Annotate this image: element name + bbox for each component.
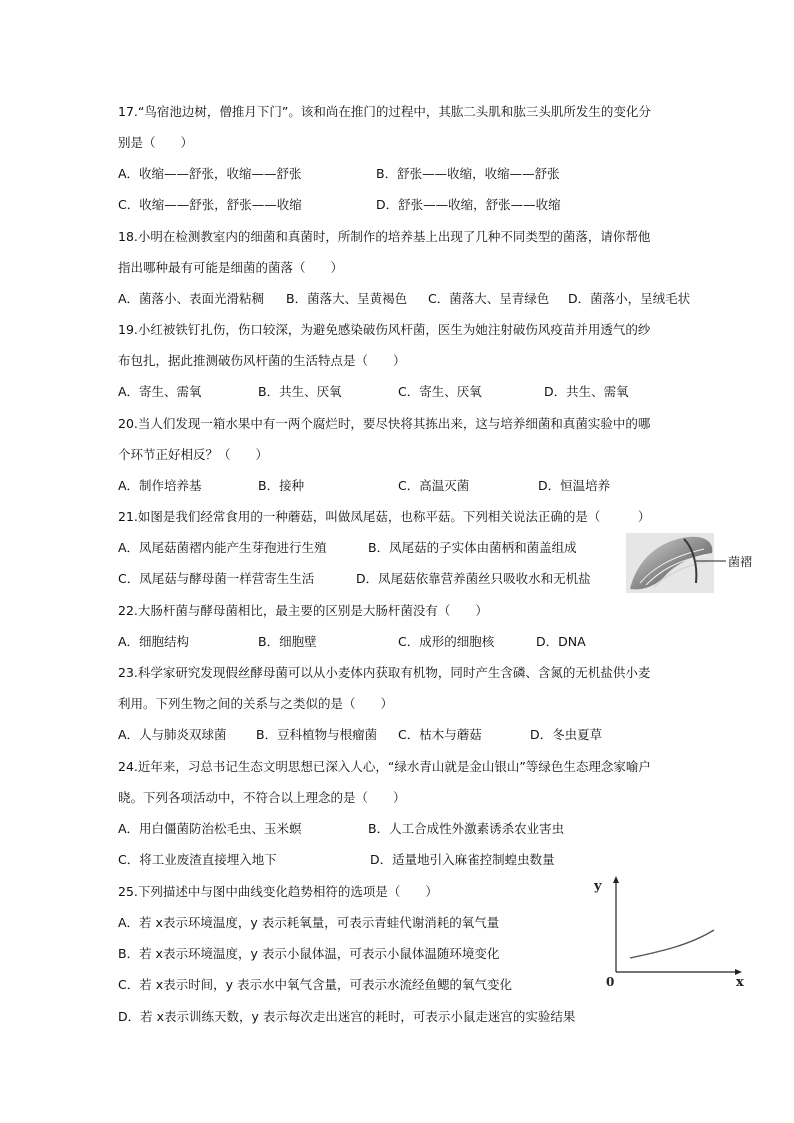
q18-option-a[interactable]: A．菌落小、表面光滑粘稠 [118, 291, 265, 306]
q19-option-d[interactable]: D．共生、需氧 [544, 384, 629, 399]
q23-option-d[interactable]: D．冬虫夏草 [530, 727, 603, 742]
q17-option-c[interactable]: C．收缩——舒张，舒张——收缩 [118, 197, 302, 212]
q22-stem: 22.大肠杆菌与酵母菌相比，最主要的区别是大肠杆菌没有（ ） [118, 603, 488, 618]
q21-option-d[interactable]: D．凤尾菇依靠营养菌丝只吸收水和无机盐 [356, 571, 591, 586]
q20-option-d[interactable]: D．恒温培养 [538, 478, 611, 493]
q23-option-c[interactable]: C．枯木与蘑菇 [398, 727, 482, 742]
q25-option-d[interactable]: D．若 x表示训练天数，y 表示每次走出迷宫的耗时，可表示小鼠走迷宫的实验结果 [118, 1009, 576, 1024]
q24-option-d[interactable]: D．适量地引入麻雀控制蝗虫数量 [370, 852, 555, 867]
q24-option-a[interactable]: A．用白僵菌防治松毛虫、玉米螟 [118, 821, 302, 836]
q17-stem-line2: 别是（ ） [118, 135, 194, 150]
q19-option-b[interactable]: B．共生、厌氧 [258, 384, 342, 399]
q18-option-c[interactable]: C．菌落大、呈青绿色 [428, 291, 550, 306]
q21-option-c[interactable]: C．凤尾菇与酵母菌一样营寄生生活 [118, 571, 315, 586]
q21-option-b[interactable]: B．凤尾菇的子实体由菌柄和菌盖组成 [368, 540, 577, 555]
q19-stem-line1: 19.小红被铁钉扎伤，伤口较深，为避免感染破伤风杆菌，医生为她注射破伤风疫苗并用透气的纱 [118, 322, 651, 337]
q22-option-d[interactable]: D．DNA [536, 634, 586, 649]
trend-graph [588, 872, 748, 990]
figure-pointer-line [696, 555, 728, 567]
q23-stem-line1: 23.科学家研究发现假丝酵母菌可以从小麦体内获取有机物，同时产生含磷、含氮的无机盐供小麦 [118, 665, 651, 680]
q23-option-a[interactable]: A．人与肺炎双球菌 [118, 727, 227, 742]
q22-option-c[interactable]: C．成形的细胞核 [398, 634, 495, 649]
q21-option-a[interactable]: A．凤尾菇菌褶内能产生芽孢进行生殖 [118, 540, 327, 555]
q20-stem-line1: 20.当人们发现一箱水果中有一两个腐烂时，要尽快将其拣出来，这与培养细菌和真菌实验中的哪 [118, 416, 651, 431]
q20-stem-line2: 个环节正好相反？（ ） [118, 447, 269, 462]
q23-option-b[interactable]: B．豆科植物与根瘤菌 [256, 727, 378, 742]
y-axis-arrow [613, 876, 619, 883]
trend-curve [630, 930, 714, 958]
x-axis-label: x [736, 975, 744, 990]
q18-option-d[interactable]: D．菌落小，呈绒毛状 [568, 291, 691, 306]
q24-stem-line1: 24.近年来，习总书记生态文明思想已深入人心，“绿水青山就是金山银山”等绿色生态理念家喻户 [118, 759, 651, 774]
q23-stem-line2: 利用。下列生物之间的关系与之类似的是（ ） [118, 696, 394, 711]
origin-label: 0 [606, 975, 615, 989]
q20-option-b[interactable]: B．接种 [258, 478, 305, 493]
q25-option-c[interactable]: C．若 x表示时间，y 表示水中氧气含量，可表示水流经鱼鳃的氧气变化 [118, 977, 512, 992]
q19-stem-line2: 布包扎，据此推测破伤风杆菌的生活特点是（ ） [118, 353, 406, 368]
q22-option-b[interactable]: B．细胞壁 [258, 634, 317, 649]
gill-label: 菌褶 [728, 555, 753, 569]
q25-option-a[interactable]: A．若 x表示环境温度，y 表示耗氧量，可表示青蛙代谢消耗的氧气量 [118, 915, 500, 930]
q18-stem-line1: 18.小明在检测教室内的细菌和真菌时，所制作的培养基上出现了几种不同类型的菌落，请你帮他 [118, 229, 651, 244]
q20-option-c[interactable]: C．高温灭菌 [398, 478, 470, 493]
q18-stem-line2: 指出哪种最有可能是细菌的菌落（ ） [118, 260, 344, 275]
q19-option-c[interactable]: C．寄生、厌氧 [398, 384, 482, 399]
q18-option-b[interactable]: B．菌落大、呈黄褐色 [286, 291, 408, 306]
q20-option-a[interactable]: A．制作培养基 [118, 478, 202, 493]
q24-option-c[interactable]: C．将工业废渣直接埋入地下 [118, 852, 277, 867]
y-axis-label: y [594, 879, 602, 894]
q17-stem-line1: 17.“鸟宿池边树，僧推月下门”。该和尚在推门的过程中，其肱二头肌和肱三头肌所发生的变化分 [118, 104, 651, 119]
q17-option-d[interactable]: D．舒张——收缩，舒张——收缩 [376, 197, 561, 212]
q25-stem: 25.下列描述中与图中曲线变化趋势相符的选项是（ ） [118, 884, 438, 899]
q25-option-b[interactable]: B．若 x表示环境温度，y 表示小鼠体温，可表示小鼠体温随环境变化 [118, 946, 500, 961]
q24-stem-line2: 晓。下列各项活动中，不符合以上理念的是（ ） [118, 790, 406, 805]
q17-option-b[interactable]: B．舒张——收缩，收缩——舒张 [376, 166, 560, 181]
q21-stem: 21.如图是我们经常食用的一种蘑菇，叫做凤尾菇，也称平菇。下列相关说法正确的是（ ） [118, 509, 651, 524]
q17-option-a[interactable]: A．收缩——舒张，收缩——舒张 [118, 166, 302, 181]
q19-option-a[interactable]: A．寄生、需氧 [118, 384, 202, 399]
q22-option-a[interactable]: A．细胞结构 [118, 634, 190, 649]
q24-option-b[interactable]: B．人工合成性外激素诱杀农业害虫 [368, 821, 565, 836]
